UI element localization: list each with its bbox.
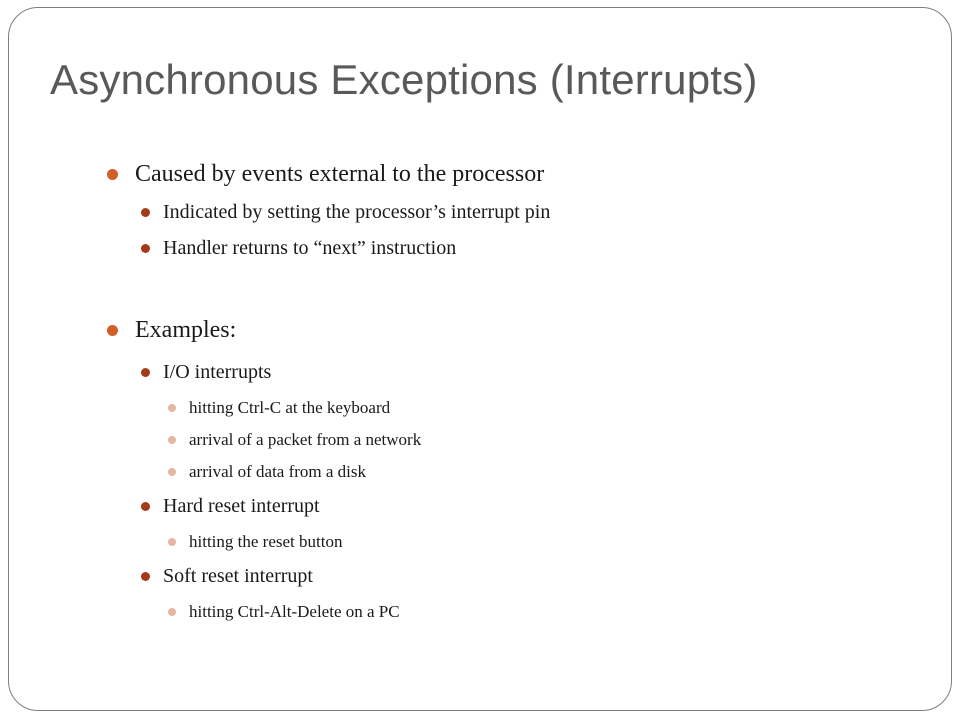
- bullet-dot-icon: [141, 572, 150, 581]
- bullet-text: hitting Ctrl-Alt-Delete on a PC: [189, 602, 400, 621]
- bullet-text: Examples:: [135, 317, 237, 343]
- bullet-dot-icon: [141, 208, 150, 217]
- slide-title: Asynchronous Exceptions (Interrupts): [50, 56, 758, 103]
- bullet-io-interrupts: [163, 362, 271, 382]
- bullet-text: hitting Ctrl-C at the keyboard: [189, 398, 391, 417]
- bullet-text: Soft reset interrupt: [163, 565, 313, 587]
- bullet-text: Hard reset interrupt: [163, 495, 320, 517]
- bullet-reset-button: [189, 533, 342, 550]
- bullet-dot-icon: [141, 368, 150, 377]
- bullet-dot-icon: [141, 502, 150, 511]
- bullet-caused-by-external-events: [135, 162, 544, 186]
- bullet-text: hitting the reset button: [189, 532, 343, 551]
- bullet-soft-reset: [163, 566, 313, 586]
- bullet-text: Caused by events external to the processor: [135, 161, 545, 187]
- bullet-packet-arrival: [189, 431, 421, 448]
- bullet-text: arrival of data from a disk: [189, 462, 367, 481]
- bullet-dot-icon: [168, 468, 176, 476]
- bullet-dot-icon: [168, 436, 176, 444]
- bullet-examples: [135, 318, 236, 342]
- bullet-dot-icon: [168, 404, 176, 412]
- bullet-dot-icon: [168, 538, 176, 546]
- bullet-text: I/O interrupts: [163, 361, 272, 383]
- bullet-ctrl-c: [189, 399, 390, 416]
- bullet-text: Handler returns to “next” instruction: [163, 237, 457, 259]
- bullet-dot-icon: [107, 169, 118, 180]
- bullet-ctrl-alt-delete: [189, 603, 400, 620]
- bullet-indicated-by-interrupt-pin: [163, 202, 550, 222]
- bullet-text: arrival of a packet from a network: [189, 430, 422, 449]
- bullet-dot-icon: [107, 325, 118, 336]
- bullet-hard-reset: [163, 496, 320, 516]
- bullet-disk-data-arrival: [189, 463, 366, 480]
- bullet-text: Indicated by setting the processor’s interrupt pin: [163, 201, 551, 223]
- bullet-dot-icon: [141, 244, 150, 253]
- bullet-dot-icon: [168, 608, 176, 616]
- bullet-handler-returns-next: [163, 238, 456, 258]
